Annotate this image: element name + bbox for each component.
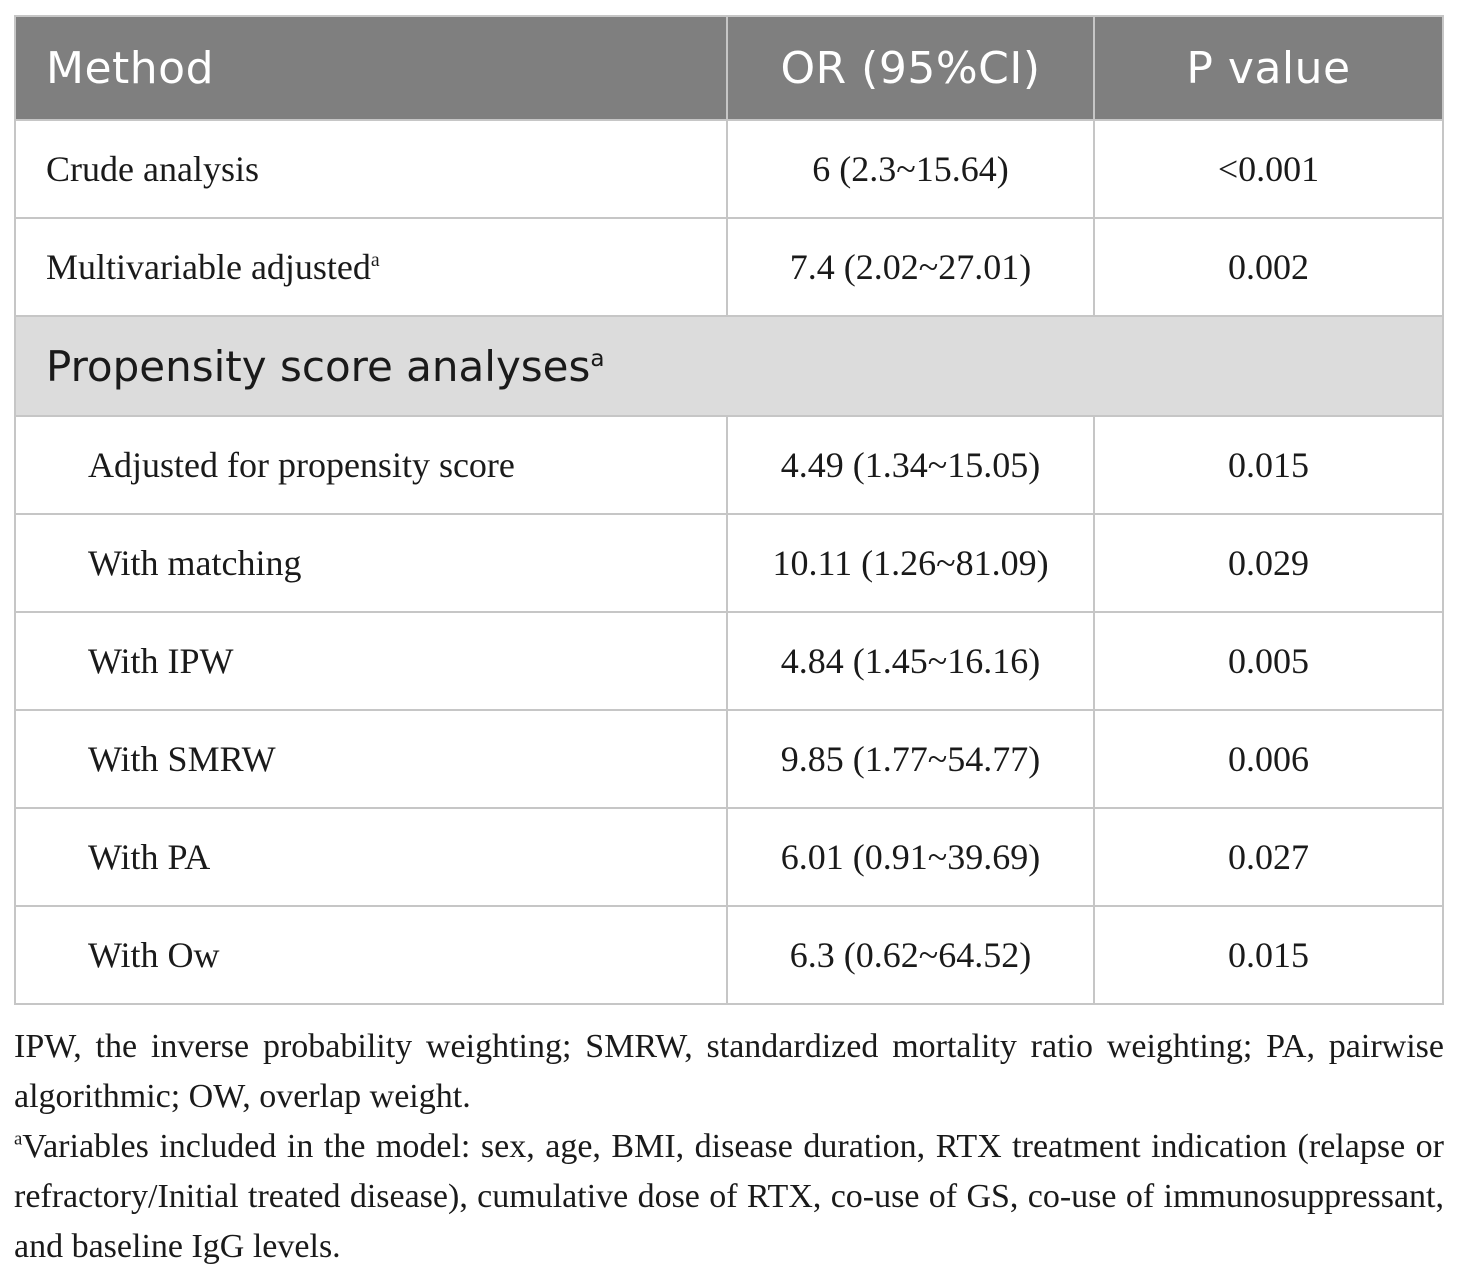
row-or: 6.3 (0.62~64.52) (727, 906, 1094, 1004)
header-p-value: P value (1094, 16, 1443, 120)
table-row (15, 612, 1443, 710)
table-row (15, 416, 1443, 514)
header-or: OR (95%CI) (727, 16, 1094, 120)
row-p-value: 0.015 (1094, 906, 1443, 1004)
row-p-value: 0.006 (1094, 710, 1443, 808)
footnote-marker: a (590, 345, 605, 372)
row-or: 6.01 (0.91~39.69) (727, 808, 1094, 906)
table-footnotes (14, 1022, 1444, 1272)
section-label (15, 316, 1443, 416)
row-method (15, 218, 727, 316)
row-or: 9.85 (1.77~54.77) (727, 710, 1094, 808)
row-p-value: 0.015 (1094, 416, 1443, 514)
table-row (15, 218, 1443, 316)
row-method: With IPW (15, 612, 727, 710)
row-or: 4.84 (1.45~16.16) (727, 612, 1094, 710)
row-method: With SMRW (15, 710, 727, 808)
variables-note-text: Variables included in the model: sex, age, BMI, disease duration, RTX treatment indication (relapse or refractory/Initial treated disease), cumulative dose of RTX, co-use of GS, co-use of immunosuppressant, and baseline IgG levels. (14, 1128, 1444, 1265)
table-row (15, 808, 1443, 906)
row-method: Adjusted for propensity score (15, 416, 727, 514)
footnote-marker: a (14, 1128, 23, 1150)
table-row (15, 710, 1443, 808)
abbreviations-note: IPW, the inverse probability weighting; SMRW, standardized mortality ratio weighting; PA, pairwise algorithmic; OW, overlap weight. (14, 1028, 1444, 1115)
results-table (14, 15, 1444, 1005)
row-p-value: 0.005 (1094, 612, 1443, 710)
row-or: 6 (2.3~15.64) (727, 120, 1094, 218)
row-method-text: Crude analysis (46, 149, 259, 189)
row-or: 4.49 (1.34~15.05) (727, 416, 1094, 514)
results-table-container (14, 15, 1442, 1005)
table-row (15, 514, 1443, 612)
row-p-value: <0.001 (1094, 120, 1443, 218)
row-p-value: 0.002 (1094, 218, 1443, 316)
table-header-row (15, 16, 1443, 120)
row-method: With PA (15, 808, 727, 906)
header-method: Method (15, 16, 727, 120)
row-method: With matching (15, 514, 727, 612)
section-label-text: Propensity score analyses (46, 341, 591, 391)
row-method-text: Multivariable adjusted (46, 247, 371, 287)
table-row (15, 120, 1443, 218)
row-method (15, 120, 727, 218)
row-or: 10.11 (1.26~81.09) (727, 514, 1094, 612)
footnote-marker: a (370, 249, 380, 271)
row-or: 7.4 (2.02~27.01) (727, 218, 1094, 316)
row-method: With Ow (15, 906, 727, 1004)
table-row (15, 906, 1443, 1004)
variables-note (14, 1122, 1444, 1272)
section-row (15, 316, 1443, 416)
row-p-value: 0.027 (1094, 808, 1443, 906)
row-p-value: 0.029 (1094, 514, 1443, 612)
